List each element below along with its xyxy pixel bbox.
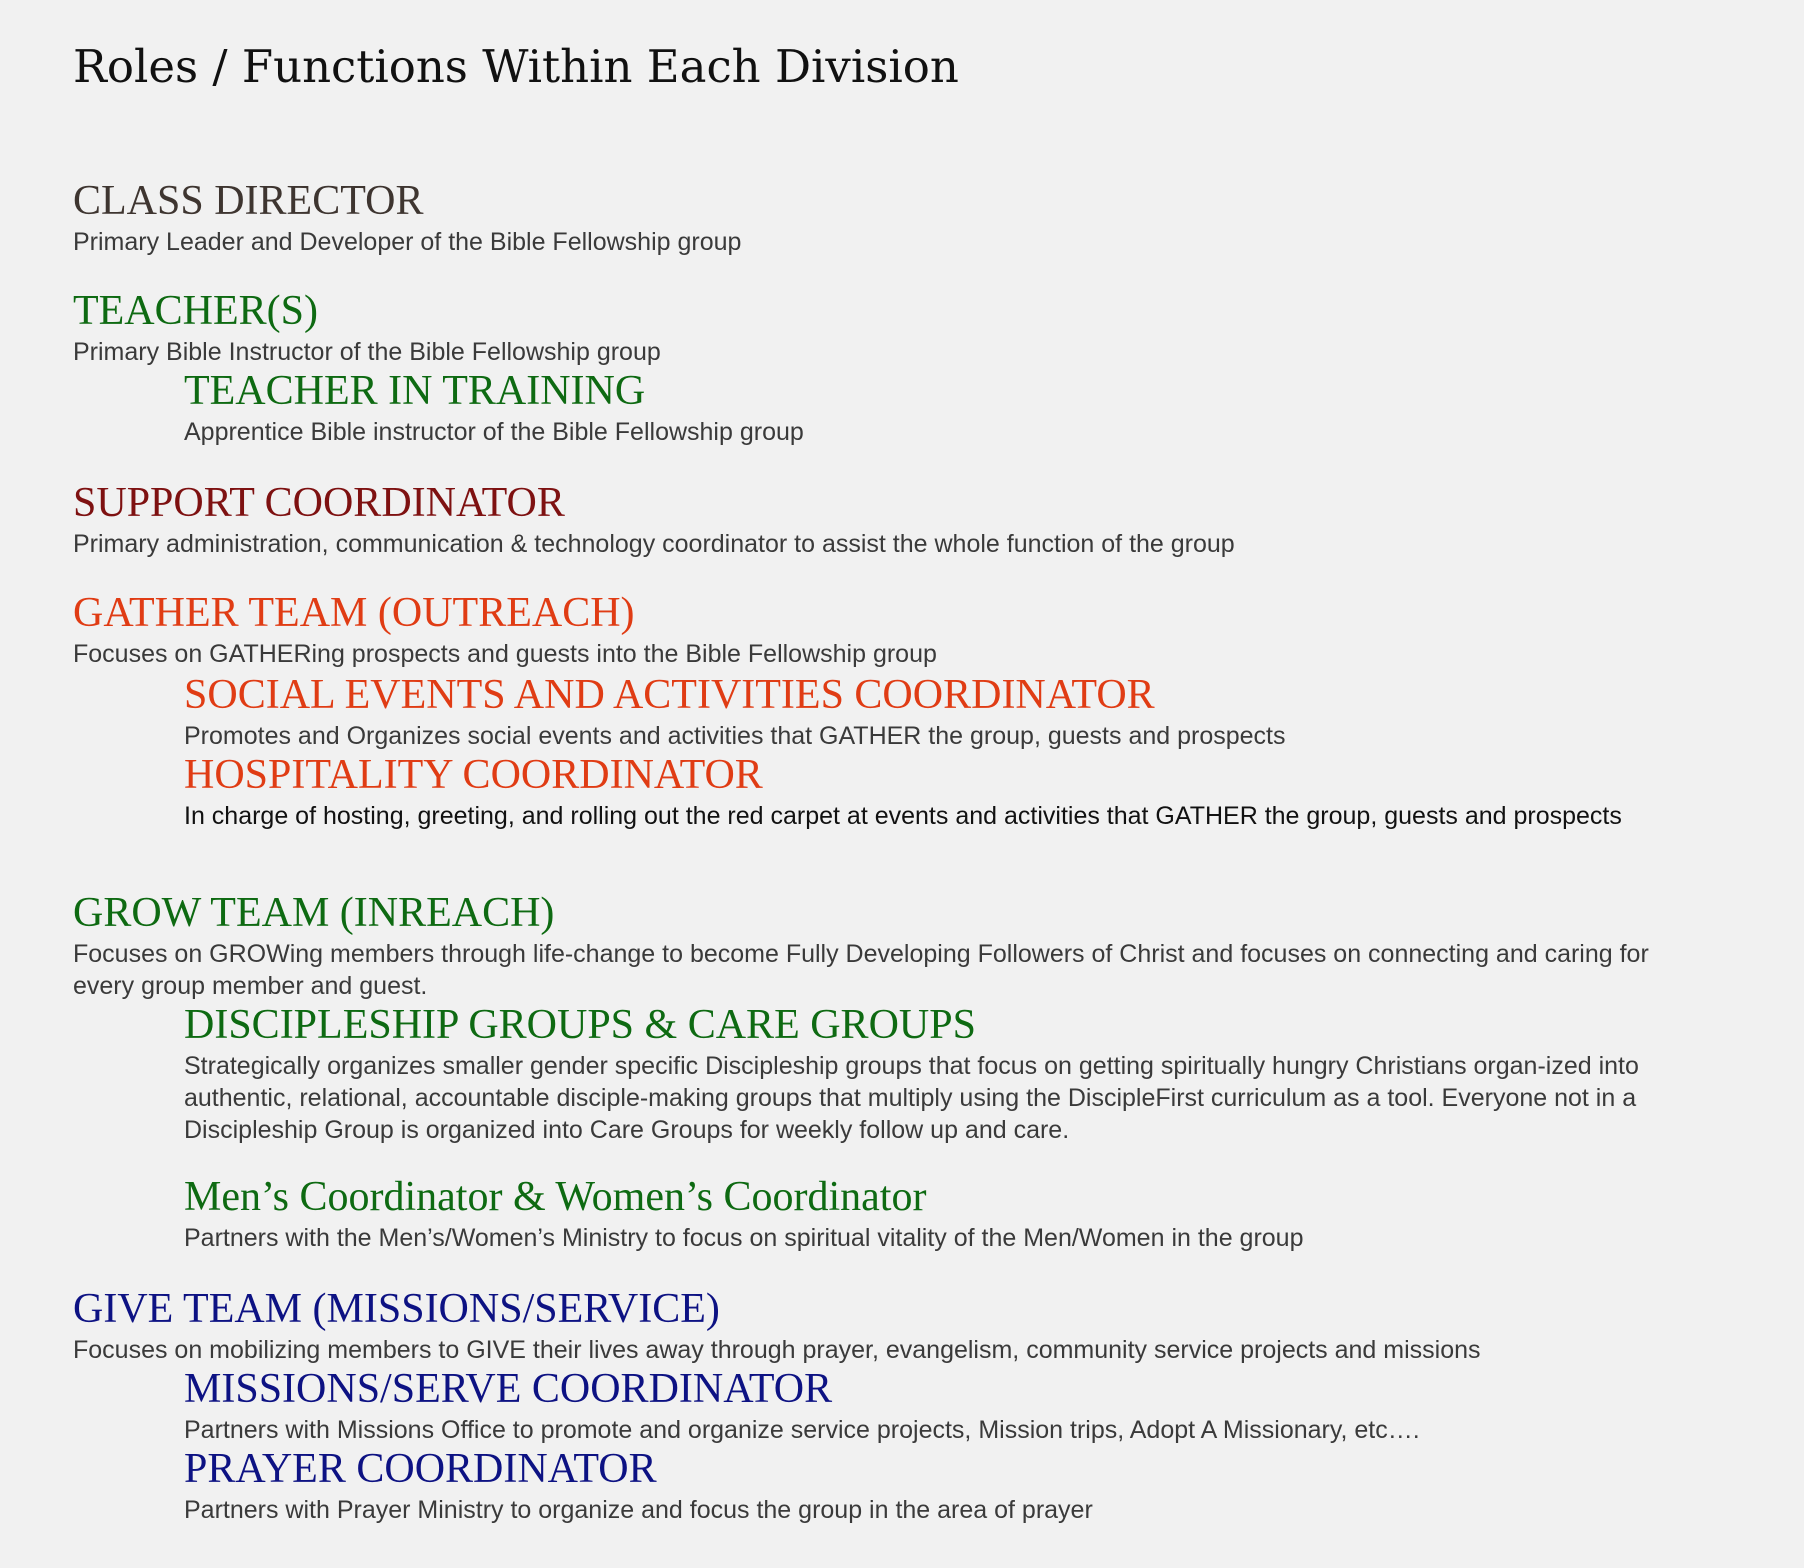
role-name: CLASS DIRECTOR bbox=[73, 178, 424, 224]
role-name: SUPPORT COORDINATOR bbox=[73, 480, 565, 526]
role-name: HOSPITALITY COORDINATOR bbox=[184, 752, 763, 798]
role-description: Apprentice Bible instructor of the Bible Fellowship group bbox=[184, 418, 804, 446]
role-missions-serve-coordinator bbox=[184, 1368, 1684, 1446]
role-grow-team bbox=[73, 892, 1713, 1002]
role-description: Partners with Missions Office to promote and organize service projects, Mission trips, Adopt A Missionary, etc…. bbox=[184, 1416, 1420, 1444]
role-name: Men’s Coordinator & Women’s Coordinator bbox=[184, 1174, 927, 1220]
role-teacher-in-training bbox=[184, 370, 1684, 448]
role-teachers bbox=[73, 290, 1713, 368]
role-description: Focuses on mobilizing members to GIVE their lives away through prayer, evangelism, community service projects and missions bbox=[73, 1336, 1481, 1364]
role-description: Partners with Prayer Ministry to organize and focus the group in the area of prayer bbox=[184, 1496, 1093, 1524]
role-name: PRAYER COORDINATOR bbox=[184, 1446, 657, 1492]
role-mens-womens-coordinator bbox=[184, 1176, 1684, 1254]
role-description: Focuses on GROWing members through life-change to become Fully Developing Followers of Christ and focuses on connecting and caring for every group member and guest. bbox=[73, 940, 1649, 1000]
role-description: Strategically organizes smaller gender specific Discipleship groups that focus on getting spiritually hungry Christians organ-ized into authentic, relational, accountable disciple-making groups that multiply using the DiscipleFirst curriculum as a tool. Everyone not in a Discipleship Group is organized into Care Groups for weekly follow up and care. bbox=[184, 1052, 1639, 1144]
role-gather-team bbox=[73, 592, 1713, 670]
role-description: Focuses on GATHERing prospects and guests into the Bible Fellowship group bbox=[73, 640, 937, 668]
role-description: In charge of hosting, greeting, and rolling out the red carpet at events and activities that GATHER the group, guests and prospects bbox=[184, 802, 1622, 830]
role-hospitality-coordinator bbox=[184, 754, 1684, 832]
role-name: GROW TEAM (INREACH) bbox=[73, 890, 555, 936]
role-class-director bbox=[73, 180, 1713, 258]
role-name: TEACHER(S) bbox=[73, 288, 318, 334]
role-description: Primary administration, communication & technology coordinator to assist the whole function of the group bbox=[73, 530, 1235, 558]
role-give-team bbox=[73, 1288, 1713, 1366]
role-support-coordinator bbox=[73, 482, 1713, 560]
role-name: MISSIONS/SERVE COORDINATOR bbox=[184, 1366, 833, 1412]
role-name: GIVE TEAM (MISSIONS/SERVICE) bbox=[73, 1286, 720, 1332]
role-name: TEACHER IN TRAINING bbox=[184, 368, 646, 414]
role-description: Primary Bible Instructor of the Bible Fellowship group bbox=[73, 338, 661, 366]
role-name: SOCIAL EVENTS AND ACTIVITIES COORDINATOR bbox=[184, 672, 1155, 718]
page-title: Roles / Functions Within Each Division bbox=[73, 40, 959, 93]
role-description: Promotes and Organizes social events and activities that GATHER the group, guests and prospects bbox=[184, 722, 1286, 750]
role-name: DISCIPLESHIP GROUPS & CARE GROUPS bbox=[184, 1002, 976, 1048]
role-description: Primary Leader and Developer of the Bible Fellowship group bbox=[73, 228, 742, 256]
role-description: Partners with the Men’s/Women’s Ministry to focus on spiritual vitality of the Men/Women in the group bbox=[184, 1224, 1304, 1252]
role-prayer-coordinator bbox=[184, 1448, 1684, 1526]
role-name: GATHER TEAM (OUTREACH) bbox=[73, 590, 635, 636]
role-discipleship-groups bbox=[184, 1004, 1684, 1146]
role-social-events-coordinator bbox=[184, 674, 1684, 752]
